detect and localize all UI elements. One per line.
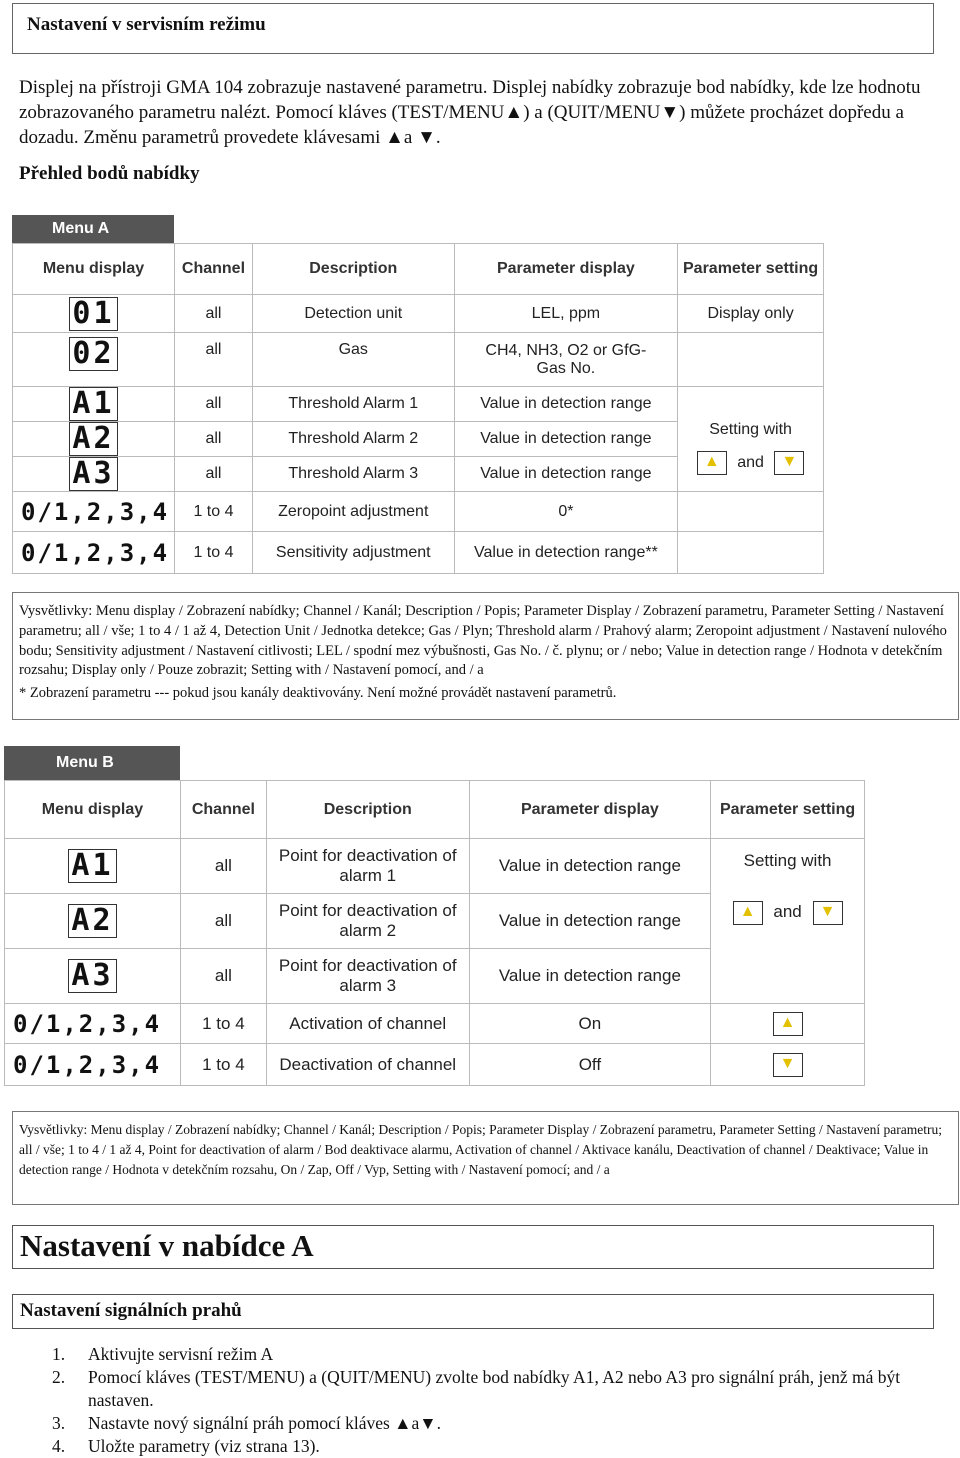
description-cell: Detection unit — [252, 295, 454, 333]
param-cell: LEL, ppm — [454, 295, 678, 333]
channel-cell: all — [174, 333, 252, 387]
col-header-parameter-setting: Parameter setting — [711, 781, 865, 839]
setting-cell: Display only — [678, 295, 824, 333]
table-row — [13, 295, 824, 333]
menu-b-label: Menu B — [4, 746, 180, 780]
segment-display: A2 — [69, 422, 117, 456]
up-arrow-icon: ▲ — [697, 451, 727, 475]
description-cell: Sensitivity adjustment — [252, 532, 454, 574]
param-cell: Value in detection range** — [454, 532, 678, 574]
description-cell: Threshold Alarm 2 — [252, 422, 454, 457]
table-row — [13, 492, 824, 532]
col-header-menu-display: Menu display — [13, 244, 175, 295]
segment-display: 0/1,2,3,4 — [21, 538, 170, 567]
param-cell: Value in detection range — [454, 387, 678, 422]
param-cell: Value in detection range — [469, 839, 711, 894]
param-cell: Value in detection range — [454, 457, 678, 492]
col-header-parameter-display: Parameter display — [469, 781, 711, 839]
description-cell: Zeropoint adjustment — [252, 492, 454, 532]
list-item: 4. Uložte parametry (viz strana 13). — [52, 1436, 320, 1456]
thresholds-heading: Nastavení signálních prahů — [20, 1300, 242, 1321]
col-header-parameter-setting: Parameter setting — [678, 244, 824, 295]
channel-cell: all — [180, 839, 266, 894]
and-label: and — [737, 454, 764, 472]
channel-cell: 1 to 4 — [180, 1004, 266, 1044]
segment-display: A3 — [68, 959, 116, 993]
channel-cell: all — [174, 422, 252, 457]
col-header-channel: Channel — [174, 244, 252, 295]
segment-display: 0/1,2,3,4 — [21, 497, 170, 526]
setting-cell — [711, 1044, 865, 1086]
section-a-heading-box — [12, 1225, 934, 1269]
channel-cell: 1 to 4 — [180, 1044, 266, 1086]
and-label: and — [773, 902, 802, 922]
col-header-channel: Channel — [180, 781, 266, 839]
legend-a-box — [12, 592, 959, 720]
intro-paragraph: Displej na přístroji GMA 104 zobrazuje nastavené parametru. Displej nabídky zobrazuje bod nabídky, kde lze hodnotu zobrazovaného parametru nalézt. Pomocí kláves (TEST/MENU▲) a (QUIT/MENU▼) můžete procházet dopředu a dozadu. Změnu parametrů provedete klávesami ▲a ▼. — [19, 77, 921, 148]
segment-display: A3 — [69, 457, 117, 491]
segment-display: A1 — [68, 849, 116, 883]
service-mode-heading-box — [12, 3, 934, 54]
overview-heading: Přehled bodů nabídky — [19, 163, 200, 184]
description-cell: Threshold Alarm 3 — [252, 457, 454, 492]
segment-display: 0/1,2,3,4 — [13, 1050, 162, 1079]
legend-b-text: Vysvětlivky: Menu display / Zobrazení nabídky; Channel / Kanál; Description / Popis; Parameter Display / Zobrazení parametru, Parameter Setting / Nastavení parametru; all / vše; 1 to 4 / 1 až 4, Point for deactivation of alarm / Bod deaktivace alarmu, Activation of channel / Aktivace kanálu, Deactivation of channel / Deaktivace; Value in detection range / Hodnota v detekčním rozsahu, On / Zap, Off / Vyp, Setting with / Nastavení pomocí; and / a — [19, 1122, 943, 1177]
menu-a-label: Menu A — [12, 215, 174, 243]
channel-cell: all — [180, 949, 266, 1004]
down-arrow-icon: ▼ — [773, 1053, 803, 1077]
legend-b-box — [12, 1111, 959, 1205]
menu-b-table — [4, 780, 865, 1086]
table-row — [13, 387, 824, 422]
segment-display: 0/1,2,3,4 — [13, 1009, 162, 1038]
param-cell: Value in detection range — [469, 949, 711, 1004]
setting-with-label: Setting with — [709, 421, 792, 438]
up-arrow-icon: ▲ — [773, 1012, 803, 1036]
segment-display: 02 — [69, 337, 117, 371]
segment-display: A2 — [68, 904, 116, 938]
service-mode-heading: Nastavení v servisním režimu — [27, 14, 266, 35]
param-cell: Value in detection range — [469, 894, 711, 949]
legend-a-note: * Zobrazení parametru --- pokud jsou kanály deaktivovány. Není možné provádět nastavení parametrů. — [19, 685, 617, 702]
description-cell: Point for deactivation of alarm 2 — [266, 894, 469, 949]
table-row — [5, 1004, 865, 1044]
col-header-description: Description — [266, 781, 469, 839]
list-item: 1. Aktivujte servisní režim A — [52, 1344, 274, 1364]
col-header-description: Description — [252, 244, 454, 295]
setting-cell — [678, 333, 824, 387]
channel-cell: all — [174, 457, 252, 492]
setting-cell — [678, 532, 824, 574]
down-arrow-icon: ▼ — [813, 901, 843, 925]
param-cell: CH4, NH3, O2 or GfG-Gas No. — [454, 333, 678, 387]
up-arrow-icon: ▲ — [733, 901, 763, 925]
channel-cell: 1 to 4 — [174, 492, 252, 532]
setting-cell — [678, 492, 824, 532]
list-item: 3. Nastavte nový signální práh pomocí kláves ▲a▼. — [52, 1413, 441, 1433]
description-cell: Activation of channel — [266, 1004, 469, 1044]
down-arrow-icon: ▼ — [774, 451, 804, 475]
thresholds-heading-box — [12, 1294, 934, 1329]
col-header-parameter-display: Parameter display — [454, 244, 678, 295]
param-cell: Value in detection range — [454, 422, 678, 457]
description-cell: Point for deactivation of alarm 1 — [266, 839, 469, 894]
description-cell: Threshold Alarm 1 — [252, 387, 454, 422]
section-a-heading: Nastavení v nabídce A — [20, 1228, 314, 1263]
table-row — [5, 1044, 865, 1086]
param-cell: 0* — [454, 492, 678, 532]
setting-cell — [711, 1004, 865, 1044]
setting-cell-merged — [711, 839, 865, 1004]
steps-list — [52, 1343, 942, 1458]
table-row — [13, 333, 824, 387]
list-item: 2. Pomocí kláves (TEST/MENU) a (QUIT/MENU) zvolte bod nabídky A1, A2 nebo A3 pro signální práh, jenž má být nastaven. — [52, 1367, 901, 1410]
description-cell: Point for deactivation of alarm 3 — [266, 949, 469, 1004]
channel-cell: all — [174, 387, 252, 422]
setting-cell-merged — [678, 387, 824, 492]
table-row — [5, 839, 865, 894]
description-cell: Deactivation of channel — [266, 1044, 469, 1086]
description-cell: Gas — [252, 333, 454, 387]
param-cell: On — [469, 1004, 711, 1044]
channel-cell: all — [180, 894, 266, 949]
channel-cell: all — [174, 295, 252, 333]
table-row — [13, 532, 824, 574]
param-cell: Off — [469, 1044, 711, 1086]
segment-display: A1 — [69, 387, 117, 421]
channel-cell: 1 to 4 — [174, 532, 252, 574]
menu-a-table — [12, 243, 824, 574]
col-header-menu-display: Menu display — [5, 781, 181, 839]
setting-with-label: Setting with — [743, 851, 832, 870]
segment-display: 01 — [69, 297, 117, 331]
legend-a-text: Vysvětlivky: Menu display / Zobrazení nabídky; Channel / Kanál; Description / Popis; Parameter Display / Zobrazení parametru, Parameter Setting / Nastavení parametru; all / vše; 1 to 4 / 1 až 4, Detection Unit / Jednotka detekce; Gas / Plyn; Threshold alarm / Prahový alarm; Zeropoint adjustment / Nastavení nulového bodu; Sensitivity adjustment / Nastavení citlivosti; LEL / spodní mez výbušnosti, Gas No. / č. plynu; or / nebo; Value in detection range / Hodnota v detekčním rozsahu; Display only / Pouze zobrazit; Setting with / Nastavení pomocí, and / a — [19, 603, 947, 679]
